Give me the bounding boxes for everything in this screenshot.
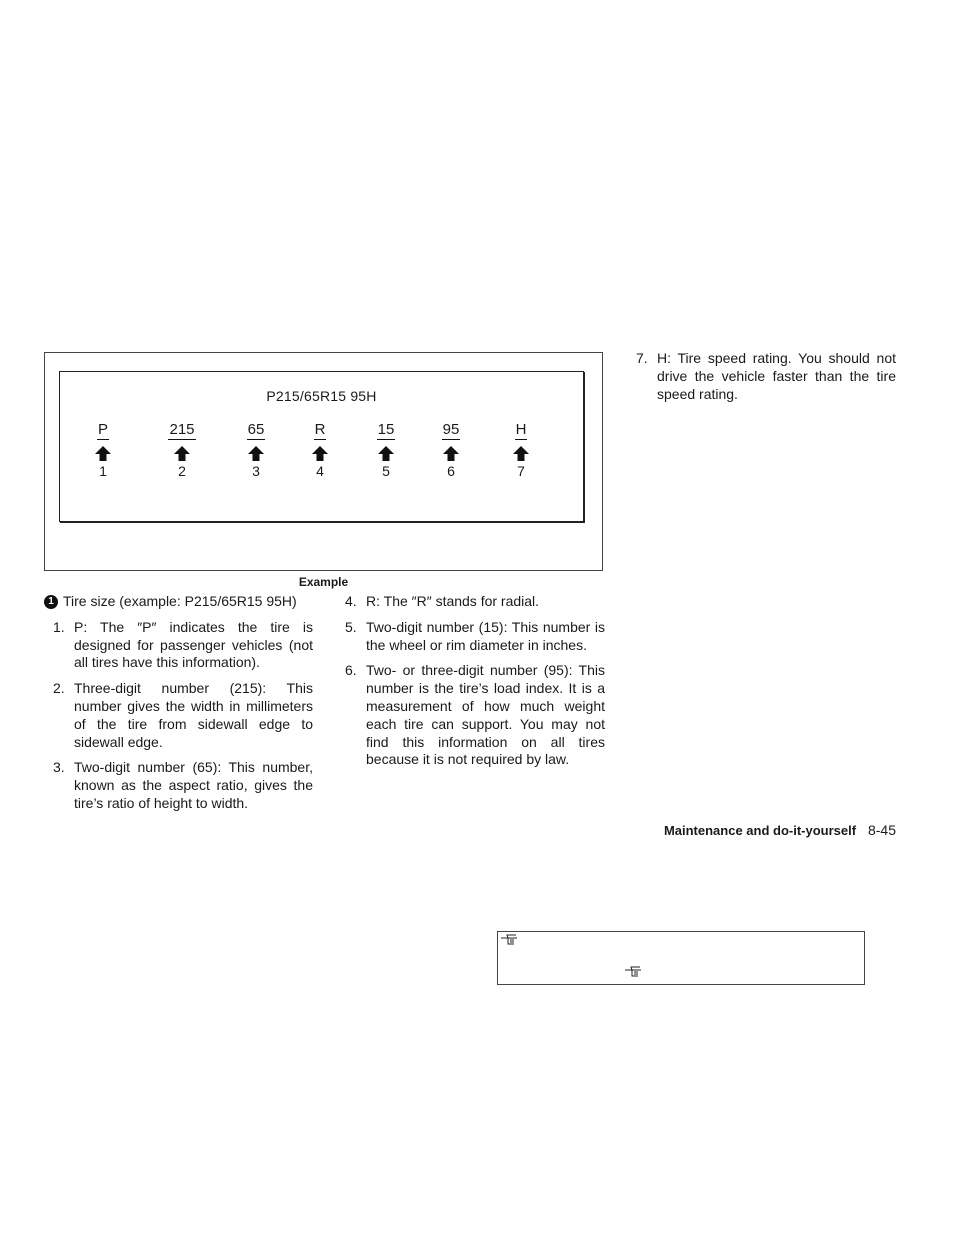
text-column-2 [336, 593, 605, 777]
tire-code-part [73, 421, 133, 479]
item-text: Two- or three-digit number (95): This number is the tire’s load index. It is a measurement of how much weight each tire can support. You may not find this information on all tires because it is not required by law. [366, 662, 605, 768]
up-arrow-icon [443, 446, 459, 461]
pointing-hand-icon [500, 934, 518, 945]
part-number: 5 [382, 463, 390, 479]
tire-code: P215/65R15 95H [266, 388, 377, 404]
figure-caption: Example [298, 575, 349, 589]
tire-code-part [152, 421, 212, 479]
part-label: P [97, 421, 108, 438]
tire-code-part [290, 421, 350, 479]
item-number: 1. [53, 618, 65, 635]
item-number: 5. [345, 618, 357, 635]
text-column-3 [627, 350, 896, 411]
lead-text: Tire size (example: P215/65R15 95H) [63, 593, 297, 609]
item-number: 3. [53, 759, 65, 776]
list-item [44, 680, 313, 751]
part-label: 15 [377, 421, 395, 438]
item-text: Two-digit number (65): This number, known as the aspect ratio, gives the tire’s ratio of height to width. [74, 759, 313, 811]
lead-line [44, 593, 313, 611]
part-label: H [515, 421, 527, 438]
part-number: 7 [517, 463, 525, 479]
note-box [497, 931, 865, 985]
list-item [336, 662, 605, 769]
part-number: 4 [316, 463, 324, 479]
up-arrow-icon [513, 446, 529, 461]
page-footer [664, 822, 896, 838]
text-column-1 [44, 593, 313, 821]
pointing-hand-icon [624, 966, 642, 977]
section-title: Maintenance and do-it-yourself [663, 823, 857, 838]
part-number: 6 [447, 463, 455, 479]
up-arrow-icon [174, 446, 190, 461]
item-number: 4. [345, 593, 357, 609]
list-item [336, 593, 605, 611]
up-arrow-icon [312, 446, 328, 461]
item-text: R: The ″R″ stands for radial. [366, 593, 540, 609]
part-label: 95 [442, 421, 460, 438]
tire-code-part [356, 421, 416, 479]
part-label: 65 [247, 421, 265, 438]
item-number: 7. [636, 350, 648, 366]
list-item [44, 619, 313, 672]
part-number: 3 [252, 463, 260, 479]
item-number: 2. [53, 680, 65, 697]
tire-size-figure [44, 352, 603, 571]
circled-number-marker: 1 [44, 595, 58, 609]
page-number: 8-45 [867, 822, 896, 838]
list-item [627, 350, 896, 403]
item-text: Two-digit number (15): This number is the wheel or rim diameter in inches. [366, 618, 605, 653]
part-number: 2 [178, 463, 186, 479]
list-item [336, 619, 605, 655]
item-text: P: The ″P″ indicates the tire is designed for passenger vehicles (not all tires have this information). [74, 618, 313, 671]
item-text: H: Tire speed rating. You should not drive the vehicle faster than the tire speed rating. [657, 350, 896, 402]
part-label: R [314, 421, 326, 438]
up-arrow-icon [248, 446, 264, 461]
tire-code-part [491, 421, 551, 479]
part-number: 1 [99, 463, 107, 479]
up-arrow-icon [378, 446, 394, 461]
tire-code-part [226, 421, 286, 479]
tire-code-part [421, 421, 481, 479]
part-label: 215 [169, 421, 195, 438]
item-number: 6. [345, 662, 357, 679]
item-text: Three-digit number (215): This number gives the width in millimeters of the tire from sidewall edge to sidewall edge. [74, 680, 313, 750]
up-arrow-icon [95, 446, 111, 461]
list-item [44, 759, 313, 812]
tire-label-box [59, 371, 584, 522]
